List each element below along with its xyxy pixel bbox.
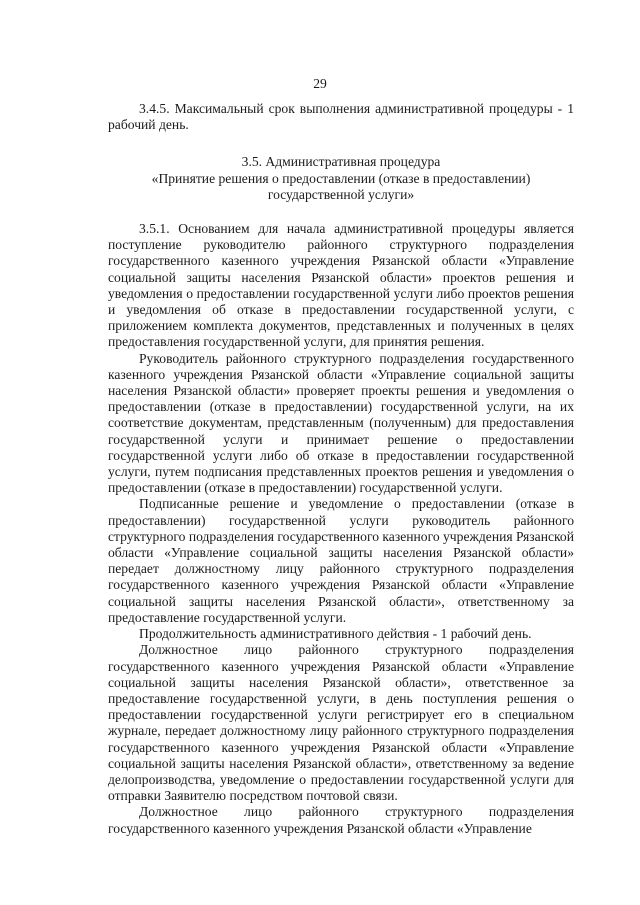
paragraph-3-5-1: 3.5.1. Основанием для начала административной процедуры является поступление руководителю районного структурного подразделения государственного казенного учреждения Рязанской области «Управление социальной защиты населения Рязанской области» проектов решения и уведомления о предоставлении государственной услуги либо проектов решения и уведомления об отказе в предоставлении государственной услуги, с приложением комплекта документов, представленных и полученных в целях предоставления государственной услуги, для принятия решения. [108, 221, 574, 350]
section-heading [108, 154, 574, 203]
paragraph-duration: Продолжительность административного действия - 1 рабочий день. [139, 626, 532, 642]
paragraph-3-4-5: 3.4.5. Максимальный срок выполнения административной процедуры - 1 рабочий день. [108, 101, 574, 133]
paragraph-registration: Должностное лицо районного структурного подразделения государственного казенного учреждения Рязанской области «Управление социальной защиты населения Рязанской области», ответственное за предоставление государственной услуги, в день поступления решения о предоставлении государственной услуги регистрирует его в специальном журнале, передает должностному лицу районного структурного подразделения государственного казенного учреждения Рязанской области «Управление социальной защиты населения Рязанской области», ответственному за ведение делопроизводства, уведомление о предоставлении государственной услуги для отправки Заявителю посредством почтовой связи. [108, 642, 574, 804]
paragraph-official: Должностное лицо районного структурного подразделения государственного казенного учреждения Рязанской области «Управление [108, 804, 574, 836]
section-subtitle-line-1: «Принятие решения о предоставлении (отказе в предоставлении) [151, 170, 531, 186]
page-number: 29 [313, 76, 327, 91]
section-title: 3.5. Административная процедура [241, 154, 441, 170]
paragraph-signed-decision: Подписанные решение и уведомление о предоставлении (отказе в предоставлении) государственной услуги руководитель районного структурного подразделения государственного казенного учреждения Рязанской области «Управление социальной защиты населения Рязанской области» передает должностному лицу районного структурного подразделения государственного казенного учреждения Рязанской области «Управление социальной защиты населения Рязанской области», ответственному за предоставление государственной услуги. [108, 496, 575, 625]
document-body [108, 101, 574, 837]
paragraph-head-review: Руководитель районного структурного подразделения государственного казенного учреждения Рязанской области «Управление социальной защиты населения Рязанской области» проверяет проекты решения и уведомления о предоставлении (отказе в предоставлении) государственной услуги, на их соответствие документам, представленным (полученным) для предоставления государственной услуги и принимает решение о предоставлении государственной услуги либо об отказе в предоставлении государственной услуги, путем подписания представленных проектов решения и уведомления о предоставлении (отказе в предоставлении) государственной услуги. [108, 350, 574, 496]
section-subtitle-line-2: государственной услуги» [267, 186, 415, 202]
